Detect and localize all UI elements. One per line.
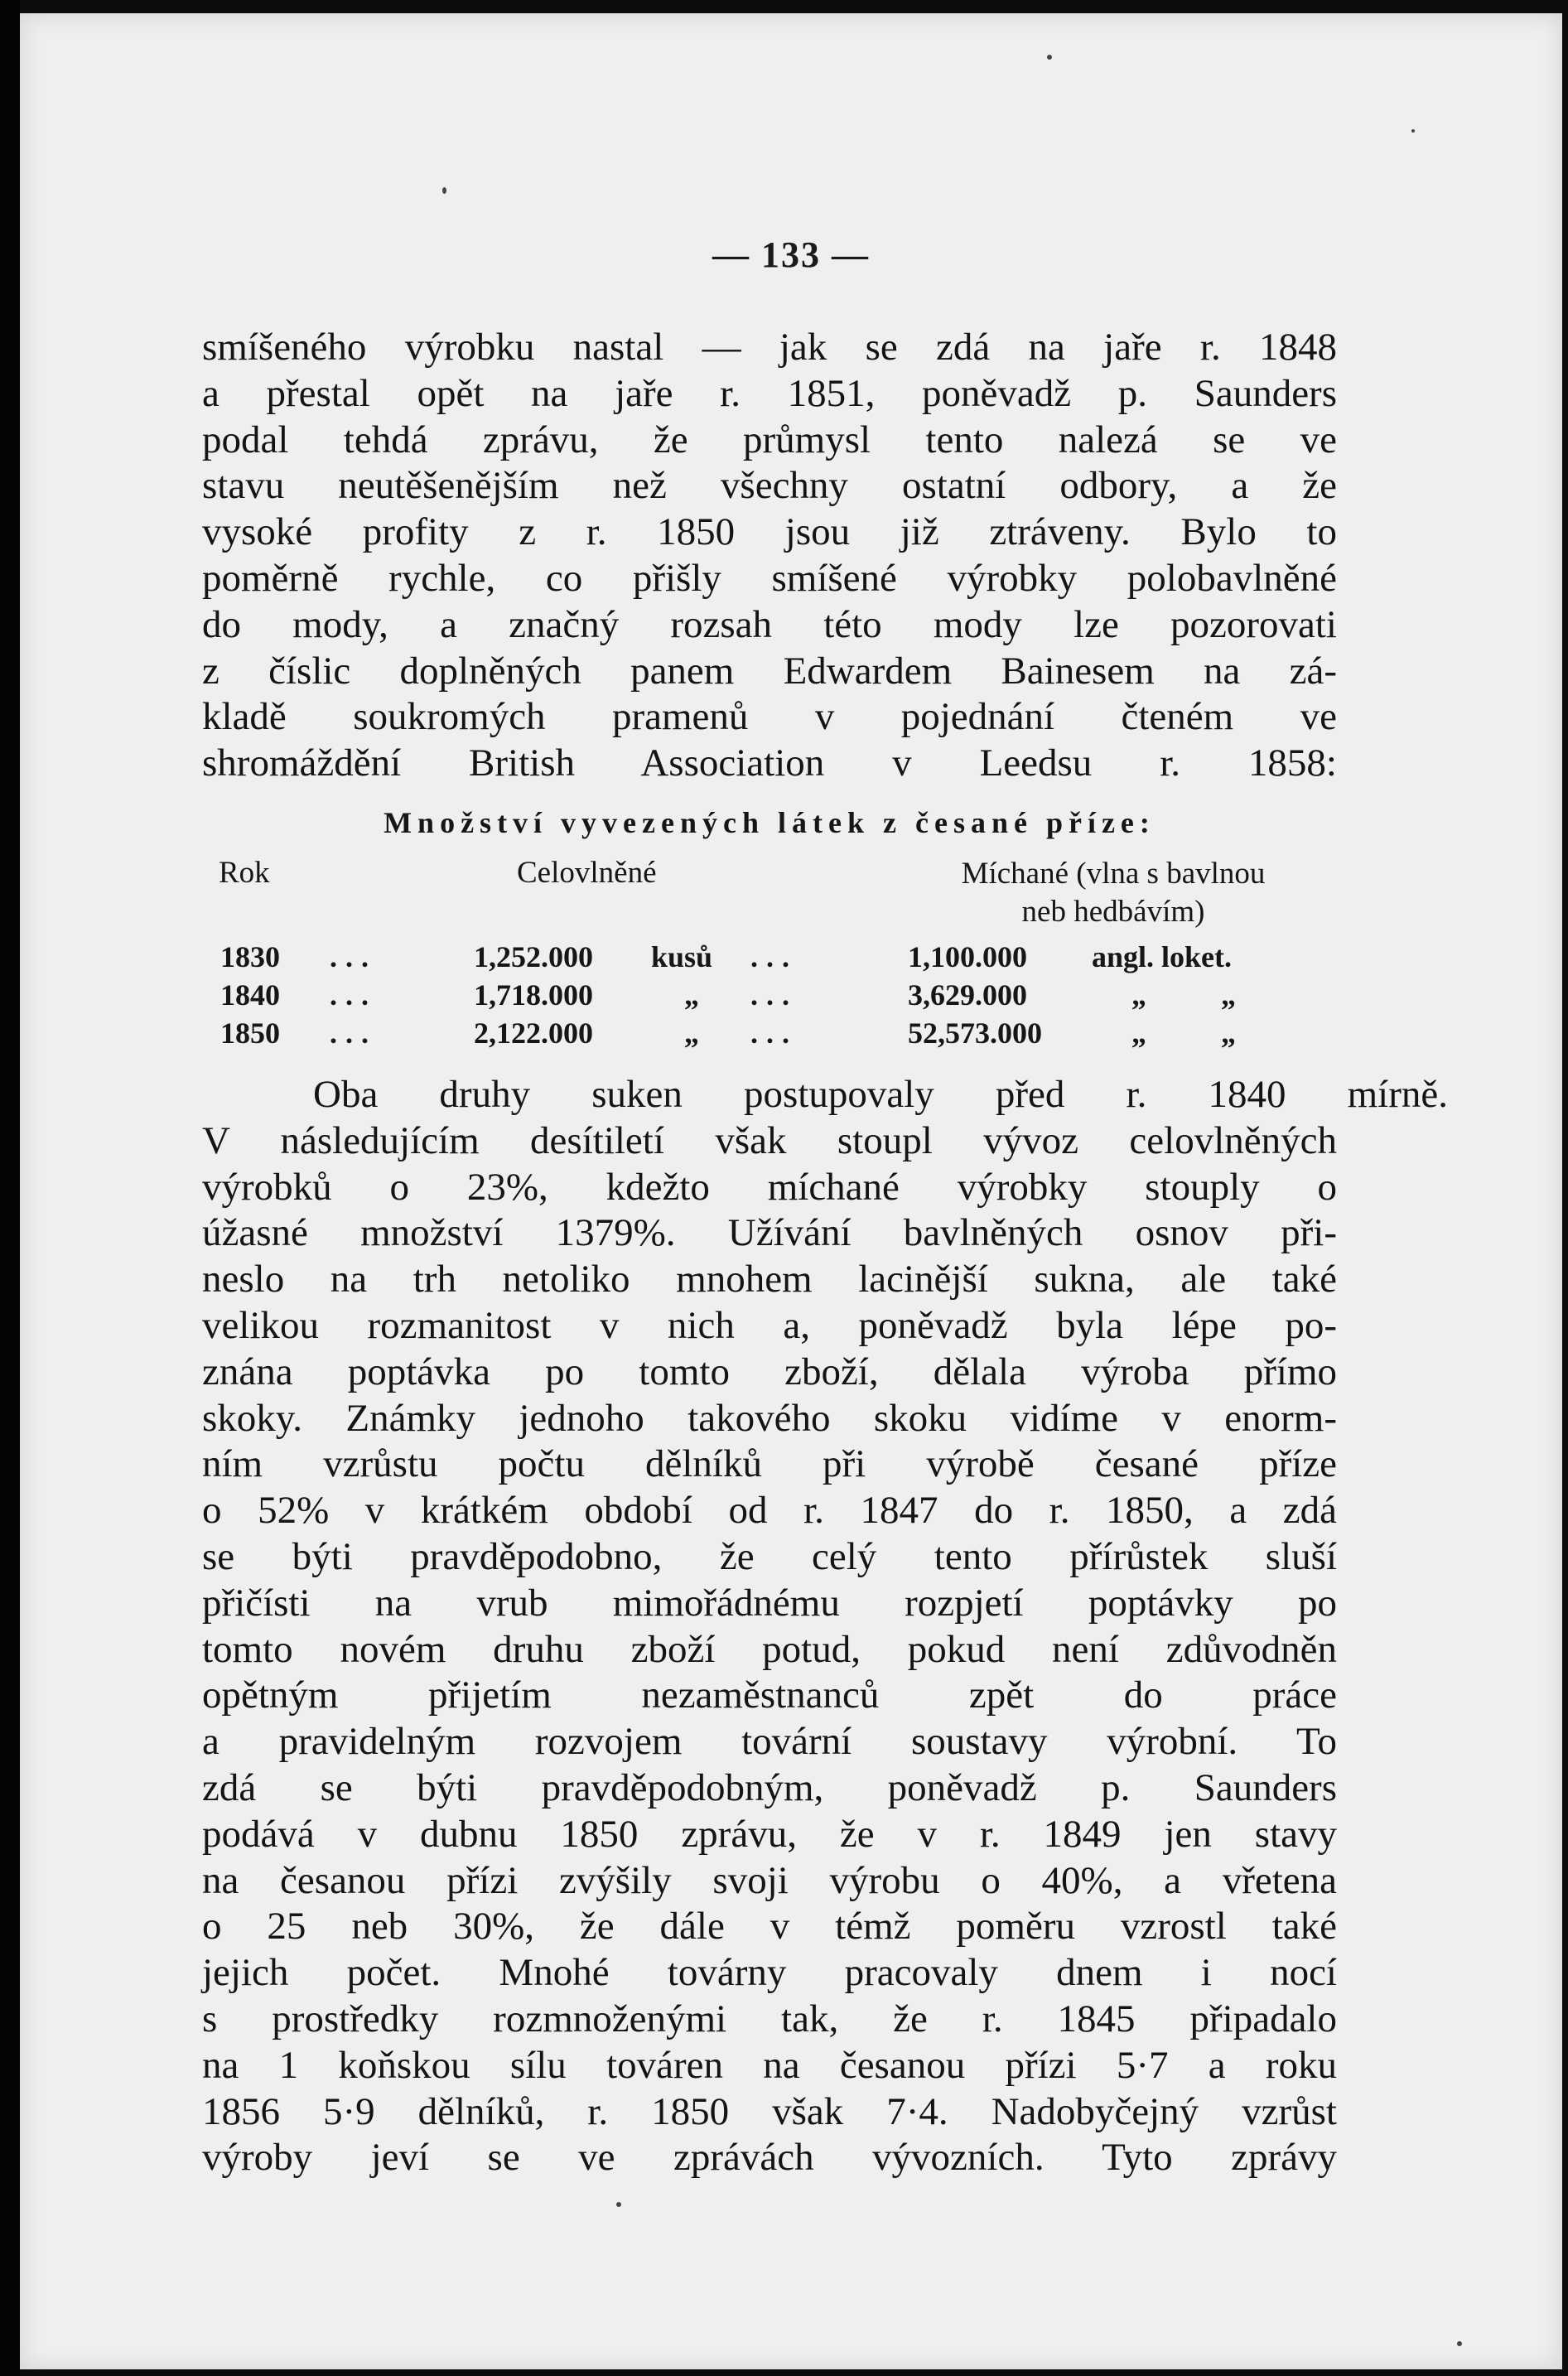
- scan-speck: [442, 187, 446, 194]
- text-line: neslo na trh netoliko mnohem lacinější sukna, ale také: [202, 1258, 1337, 1301]
- text-line: opětným přijetím nezaměstnanců zpět do práce: [202, 1673, 1337, 1717]
- cell-dots: ...: [330, 1017, 377, 1050]
- scan-speck: [1457, 2341, 1462, 2346]
- cell-unit: kusů: [651, 940, 713, 973]
- table-title: Množství vyvezených látek z česané příze:: [384, 806, 1155, 839]
- cell-dots: ...: [750, 940, 798, 973]
- text-line: z číslic doplněných panem Edwardem Bainesem na zá-: [202, 649, 1337, 693]
- text-line: o 52% v krátkém období od r. 1847 do r. 1850, a zdá: [202, 1489, 1337, 1533]
- table-header-year: Rok: [219, 856, 270, 890]
- cell-year: 1830: [220, 940, 280, 973]
- text-line: smíšeného výrobku nastal — jak se zdá na jaře r. 1848: [202, 326, 1337, 369]
- text-line: 1856 5·9 dělníků, r. 1850 však 7·4. Nadobyčejný vzrůst: [202, 2089, 1337, 2133]
- table-header-michane-line2: neb hedbávím): [1021, 895, 1205, 929]
- text-line: podává v dubnu 1850 zprávu, že v r. 1849 jen stavy: [202, 1812, 1337, 1856]
- cell-unit: „: [684, 978, 699, 1012]
- text-line: přičísti na vrub mimořádnému rozpjetí poptávky po: [202, 1581, 1337, 1625]
- cell-mix-unit: angl. loket.: [1092, 940, 1233, 973]
- cell-michane: 1,100.000: [908, 940, 1027, 973]
- table-header-celovlnene: Celovlněné: [517, 856, 657, 890]
- text-line: shromáždění British Association v Leedsu r. 1858:: [202, 741, 1337, 785]
- cell-unit: „: [684, 1017, 699, 1050]
- cell-ditto: „: [1221, 1017, 1236, 1050]
- text-line: skoky. Známky jednoho takového skoku vidíme v enorm-: [202, 1396, 1337, 1440]
- text-line: jejich počet. Mnohé továrny pracovaly dnem i nocí: [202, 1951, 1337, 1995]
- paragraph-1: [202, 325, 1337, 787]
- cell-dots: ...: [750, 978, 798, 1012]
- cell-celovlnene: 2,122.000: [474, 1017, 593, 1050]
- cell-mix-unit: „: [1131, 978, 1146, 1012]
- text-line: vysoké profity z r. 1850 jsou již ztráveny. Bylo to: [202, 510, 1337, 554]
- text-line: se býti pravděpodobno, že celý tento přírůstek sluší: [202, 1534, 1337, 1578]
- cell-michane: 3,629.000: [908, 978, 1027, 1012]
- table-header-michane: [898, 855, 1329, 931]
- cell-year: 1850: [220, 1017, 280, 1050]
- text-line: s prostředky rozmnoženými tak, že r. 1845 připadalo: [202, 1997, 1337, 2040]
- cell-dots: ...: [750, 1017, 798, 1050]
- text-line: ním vzrůstu počtu dělníků při výrobě česané příze: [202, 1442, 1337, 1486]
- text-line: zdá se býti pravděpodobným, poněvadž p. Saunders: [202, 1765, 1337, 1809]
- text-line: poměrně rychle, co přišly smíšené výrobky polobavlněné: [202, 556, 1337, 600]
- text-line: do mody, a značný rozsah této mody lze pozorovati: [202, 602, 1337, 646]
- text-line: výroby jeví se ve zprávách vývozních. Tyto zprávy: [202, 2136, 1337, 2180]
- scan-left-border: [0, 0, 20, 2376]
- text-line: V následujícím desítiletí však stoupl vývoz celovlněných: [202, 1118, 1337, 1162]
- cell-mix-unit: „: [1131, 1017, 1146, 1050]
- text-line: tomto novém druhu zboží potud, pokud není zdůvodněn: [202, 1627, 1337, 1671]
- text-line: úžasné množství 1379%. Užívání bavlněných osnov při-: [202, 1211, 1337, 1255]
- scan-speck: [1047, 55, 1052, 60]
- cell-michane: 52,573.000: [908, 1017, 1042, 1050]
- text-line: Oba druhy suken postupovaly před r. 1840 mírně.: [313, 1073, 1448, 1116]
- text-line: kladě soukromých pramenů v pojednání čteném ve: [202, 695, 1337, 739]
- page-number: — 133 —: [712, 234, 870, 275]
- text-line: stavu neutěšenějším než všechny ostatní odbory, a že: [202, 464, 1337, 508]
- scan-speck: [1411, 129, 1415, 133]
- cell-dots: ...: [330, 940, 377, 973]
- text-line: na 1 koňskou sílu továren na česanou přízi 5·7 a roku: [202, 2043, 1337, 2087]
- cell-celovlnene: 1,252.000: [474, 940, 593, 973]
- paragraph-2: [202, 1072, 1448, 2181]
- text-line: a přestal opět na jaře r. 1851, poněvadž p. Saunders: [202, 371, 1337, 415]
- text-line: o 25 neb 30%, že dále v témž poměru vzrostl také: [202, 1905, 1337, 1949]
- text-line: znána poptávka po tomto zboží, dělala výroba přímo: [202, 1350, 1337, 1393]
- text-line: a pravidelným rozvojem tovární soustavy výrobní. To: [202, 1720, 1337, 1764]
- cell-ditto: „: [1221, 978, 1236, 1012]
- table-header-michane-line1: Míchané (vlna s bavlnou: [961, 857, 1266, 891]
- scan-speck: [616, 2202, 621, 2207]
- cell-celovlnene: 1,718.000: [474, 978, 593, 1012]
- book-page: [20, 13, 1562, 2369]
- text-line: výrobků o 23%, kdežto míchané výrobky stouply o: [202, 1165, 1337, 1209]
- text-line: velikou rozmanitost v nich a, poněvadž byla lépe po-: [202, 1303, 1337, 1347]
- text-line: na česanou přízi zvýšily svoji výrobu o 40%, a vřetena: [202, 1858, 1337, 1902]
- cell-year: 1840: [220, 978, 280, 1012]
- text-line: podal tehdá zprávu, že průmysl tento nalezá se ve: [202, 418, 1337, 461]
- cell-dots: ...: [330, 978, 377, 1012]
